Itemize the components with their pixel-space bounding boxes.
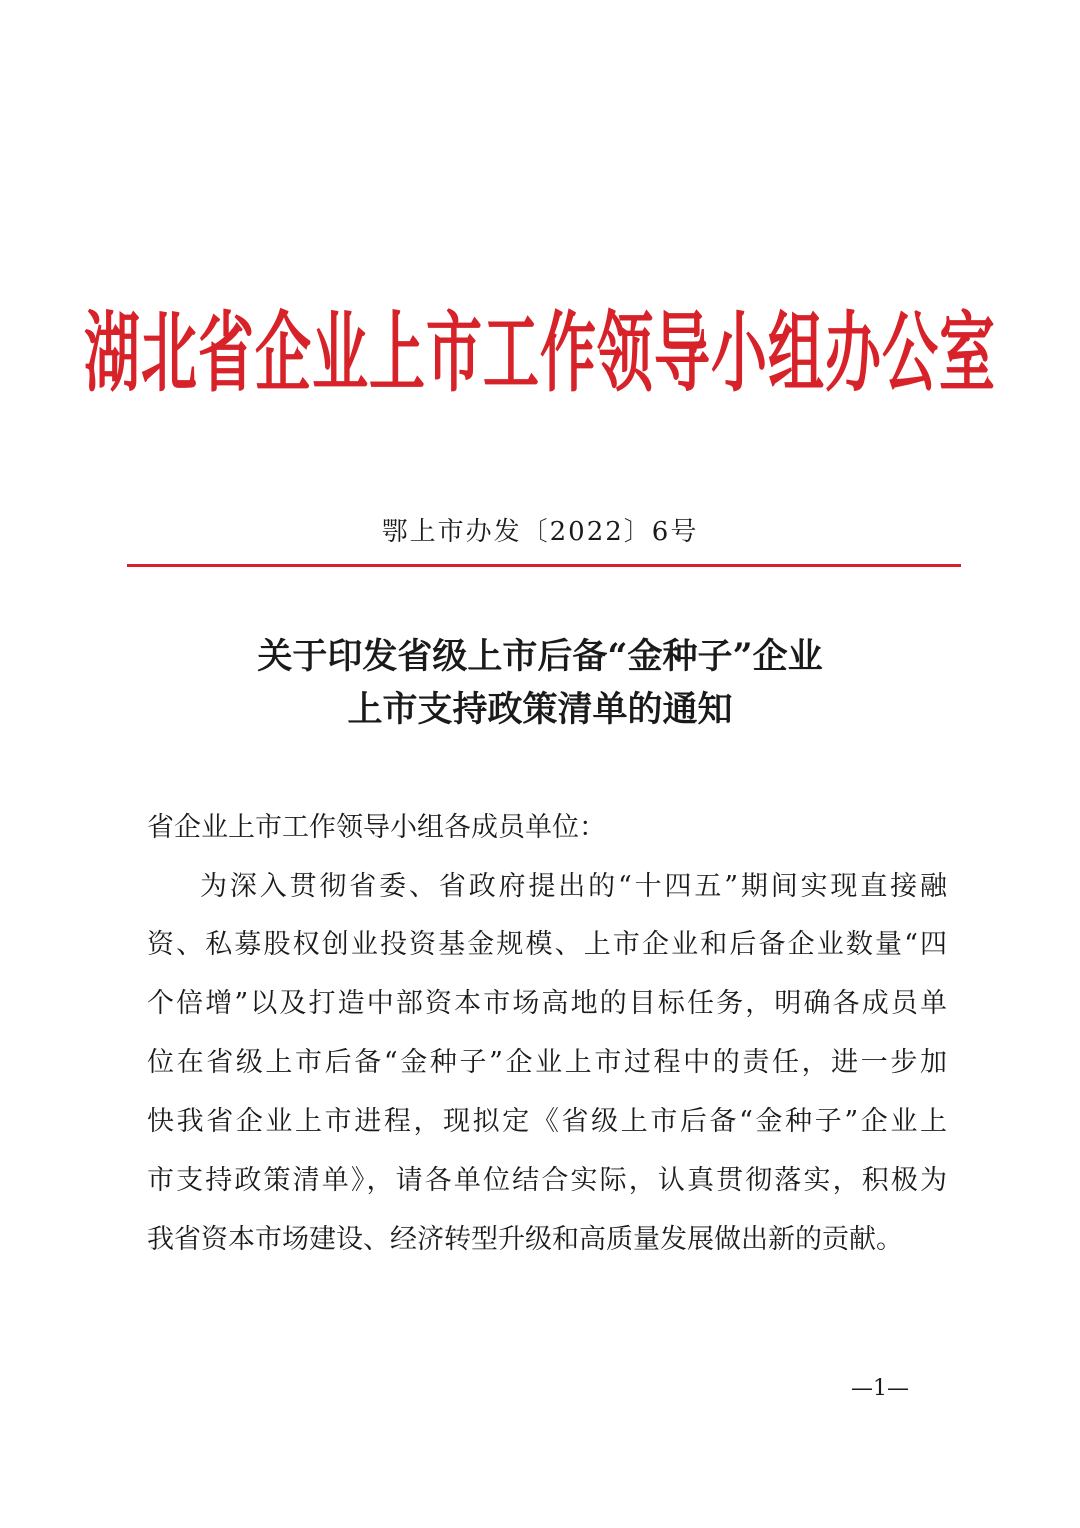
body-line: 为深入贯彻省委、省政府提出的“十四五”期间实现直接融 <box>200 871 947 902</box>
body-line: 快我省企业上市进程，现拟定《省级上市后备“金种子”企业上 <box>147 1106 947 1137</box>
body-line: 资、私募股权创业投资基金规模、上市企业和后备企业数量“四 <box>147 929 947 960</box>
body-line: 位在省级上市后备“金种子”企业上市过程中的责任，进一步加 <box>147 1047 947 1078</box>
salutation: 省企业上市工作领导小组各成员单位： <box>147 812 606 843</box>
body-line: 我省资本市场建设、经济转型升级和高质量发展做出新的贡献。 <box>147 1224 903 1255</box>
page-number: —1— <box>851 1376 909 1401</box>
red-divider-line <box>127 564 961 567</box>
notice-title-line-1: 关于印发省级上市后备“金种子”企业 <box>257 636 823 677</box>
issuing-office-title-text: 湖北省企业上市工作领导小组办公室 <box>84 303 996 405</box>
document-number: 鄂上市办发〔2022〕6号 <box>381 517 699 547</box>
body-line: 市支持政策清单》，请各单位结合实际，认真贯彻落实，积极为 <box>147 1165 947 1196</box>
body-line: 个倍增”以及打造中部资本市场高地的目标任务，明确各成员单 <box>147 988 947 1019</box>
notice-title-line-2: 上市支持政策清单的通知 <box>347 689 733 730</box>
issuing-office-title <box>0 300 1080 410</box>
